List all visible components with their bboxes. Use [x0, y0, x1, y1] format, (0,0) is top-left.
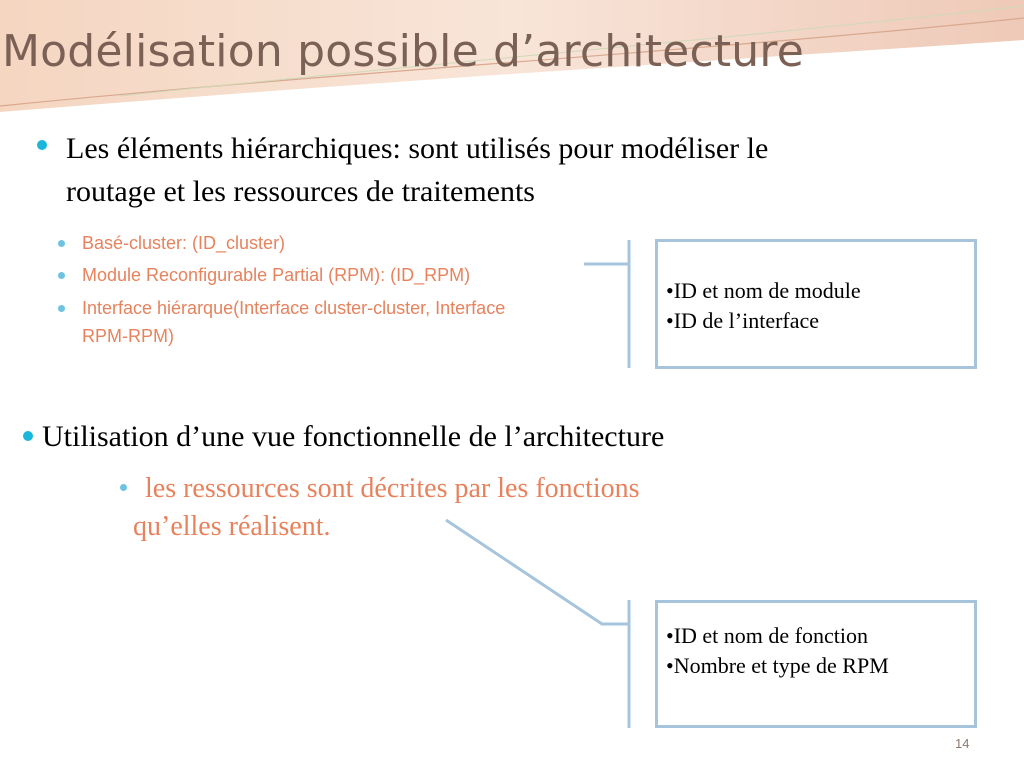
slide-title: Modélisation possible d’architecture — [2, 26, 804, 77]
bullet-icon — [37, 140, 47, 150]
info-box-module — [655, 239, 977, 369]
sub-bullet-icon — [58, 240, 65, 247]
box-item: •ID de l’interface — [666, 308, 820, 333]
sub-item-cluster: Basé-cluster: (ID_cluster) — [82, 233, 286, 253]
sub-bullet-icon — [58, 272, 65, 279]
bullet-icon — [23, 431, 33, 441]
info-box-function — [655, 600, 977, 728]
sub-item-interface-line-2: RPM-RPM) — [82, 326, 174, 346]
box-item: •Nombre et type de RPM — [666, 653, 889, 678]
connector-line-2 — [446, 520, 629, 624]
sub-item-rpm: Module Reconfigurable Partial (RPM): (ID_RPM) — [82, 265, 471, 285]
sub-bullet-icon — [58, 305, 65, 312]
sub-bullet-icon — [120, 484, 127, 491]
sub-text-line-2: qu’elles réalisent. — [133, 511, 331, 542]
bullet-text-functional-view: Utilisation d’une vue fonctionnelle de l’architecture — [42, 420, 665, 453]
box-item: •ID et nom de module — [666, 278, 861, 303]
sub-text-line-1: les ressources sont décrites par les fonctions — [145, 473, 640, 504]
sub-item-interface-line-1: Interface hiérarque(Interface cluster-cluster, Interface — [82, 298, 506, 318]
page-number: 14 — [955, 736, 970, 751]
bullet-text-line-2: routage et les ressources de traitements — [66, 175, 535, 208]
box-item: •ID et nom de fonction — [666, 623, 868, 648]
bullet-text-line-1: Les éléments hiérarchiques: sont utilisés pour modéliser le — [66, 132, 769, 165]
